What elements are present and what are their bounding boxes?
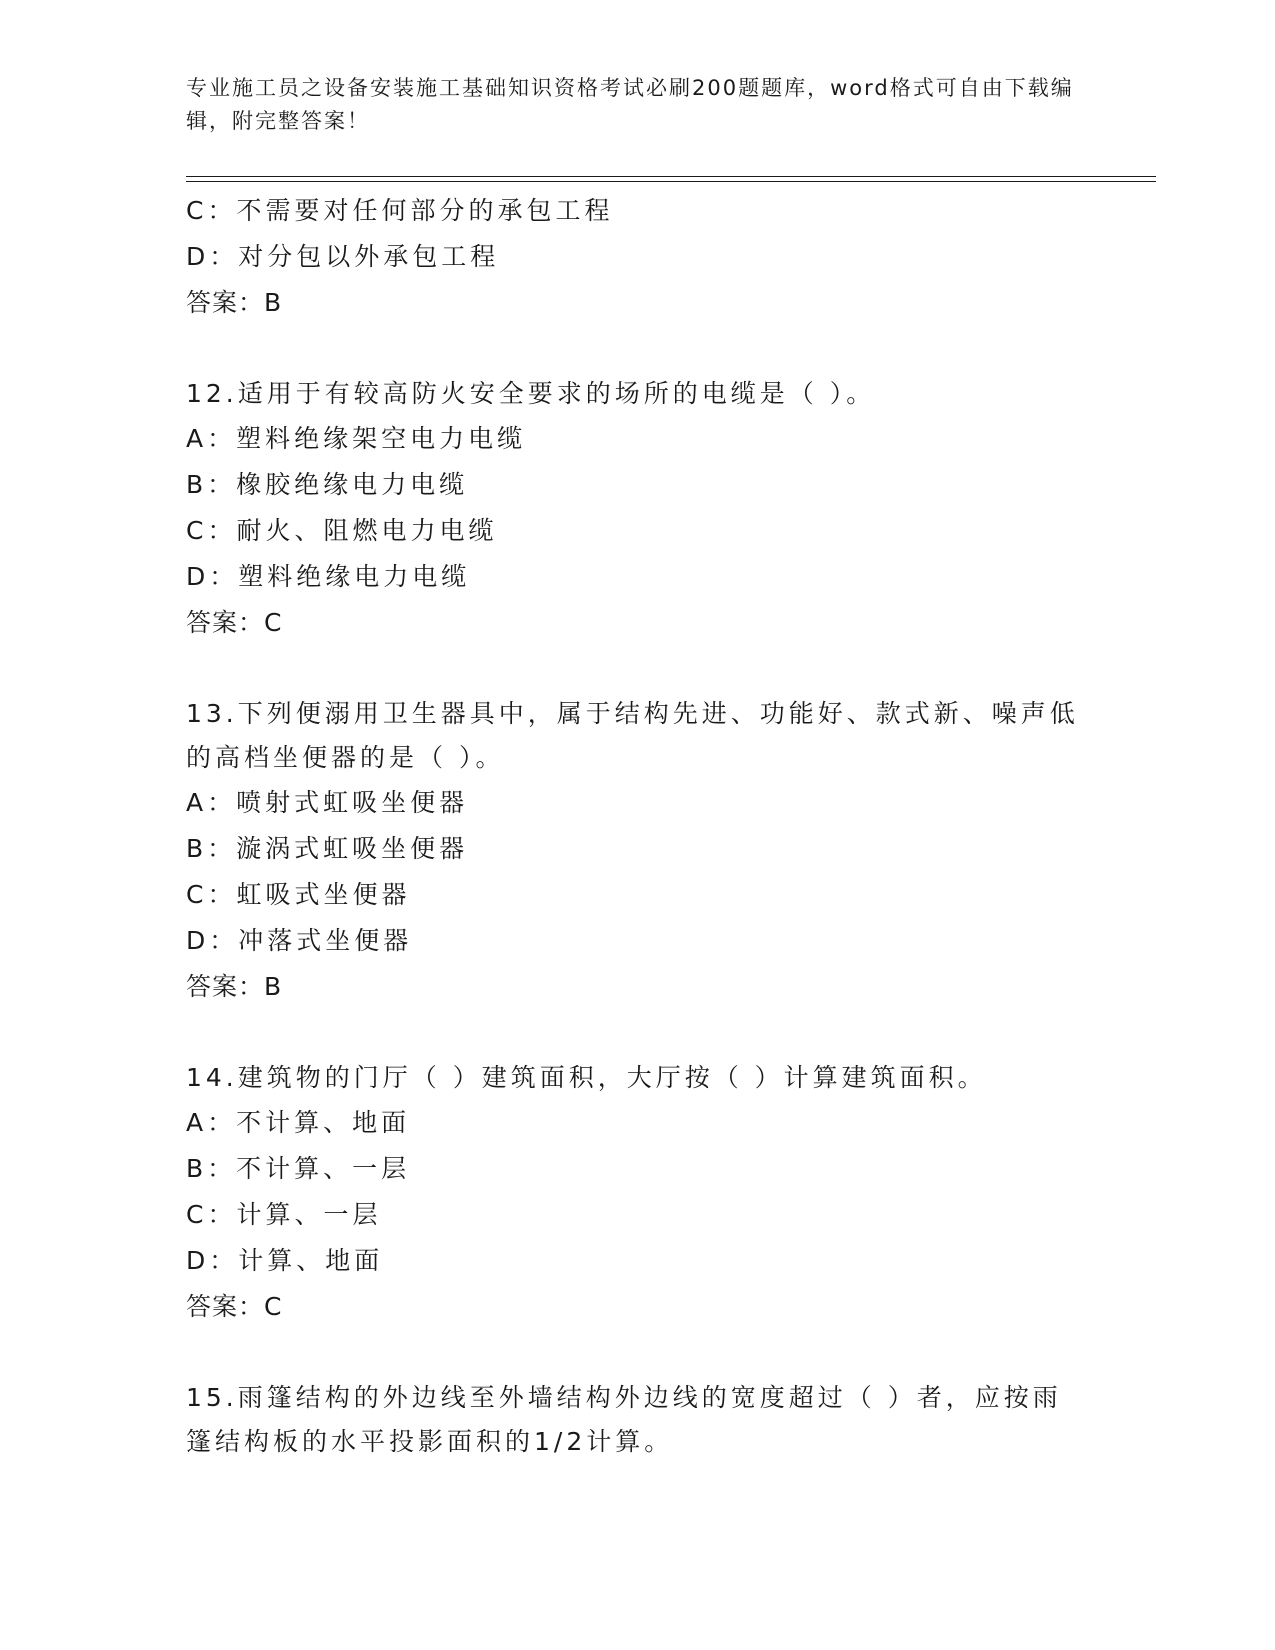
question-14 [186, 1056, 1086, 1330]
answer: 答案：B [186, 972, 283, 1001]
option-a: A：塑料绝缘架空电力电缆 [186, 424, 527, 453]
header-divider-top [186, 176, 1156, 177]
answer: 答案：C [186, 1292, 283, 1321]
question-list [186, 188, 1086, 1464]
question-13 [186, 692, 1086, 1010]
spacer [186, 1330, 1086, 1376]
option-c: C：虹吸式坐便器 [186, 880, 411, 909]
spacer [186, 646, 1086, 692]
answer: 答案：C [186, 608, 283, 637]
document-header: 专业施工员之设备安装施工基础知识资格考试必刷200题题库，word格式可自由下载编辑，附完整答案！ [186, 76, 1074, 133]
question-stem: 15.雨篷结构的外边线至外墙结构外边线的宽度超过（ ）者，应按雨篷结构板的水平投影面积的1/2计算。 [186, 1383, 1062, 1456]
answer: 答案：B [186, 288, 283, 317]
option-b: B：漩涡式虹吸坐便器 [186, 834, 469, 863]
option-d: D：对分包以外承包工程 [186, 242, 500, 271]
option-a: A：不计算、地面 [186, 1108, 411, 1137]
question-15 [186, 1376, 1086, 1464]
question-stem: 12.适用于有较高防火安全要求的场所的电缆是（ ）。 [186, 379, 876, 408]
question-12 [186, 372, 1086, 646]
option-c: C：不需要对任何部分的承包工程 [186, 196, 614, 225]
option-c: C：计算、一层 [186, 1200, 382, 1229]
header-divider-bottom [186, 181, 1156, 182]
spacer [186, 326, 1086, 372]
option-c: C：耐火、阻燃电力电缆 [186, 516, 498, 545]
question-stem: 14.建筑物的门厅（ ）建筑面积，大厅按（ ）计算建筑面积。 [186, 1063, 987, 1092]
option-d: D：计算、地面 [186, 1246, 384, 1275]
question-11-continuation [186, 188, 1086, 326]
option-a: A：喷射式虹吸坐便器 [186, 788, 469, 817]
option-b: B：不计算、一层 [186, 1154, 411, 1183]
option-d: D：冲落式坐便器 [186, 926, 413, 955]
question-stem: 13.下列便溺用卫生器具中，属于结构先进、功能好、款式新、噪声低的高档坐便器的是（ ）。 [186, 699, 1079, 772]
option-d: D：塑料绝缘电力电缆 [186, 562, 471, 591]
spacer [186, 1010, 1086, 1056]
option-b: B：橡胶绝缘电力电缆 [186, 470, 469, 499]
